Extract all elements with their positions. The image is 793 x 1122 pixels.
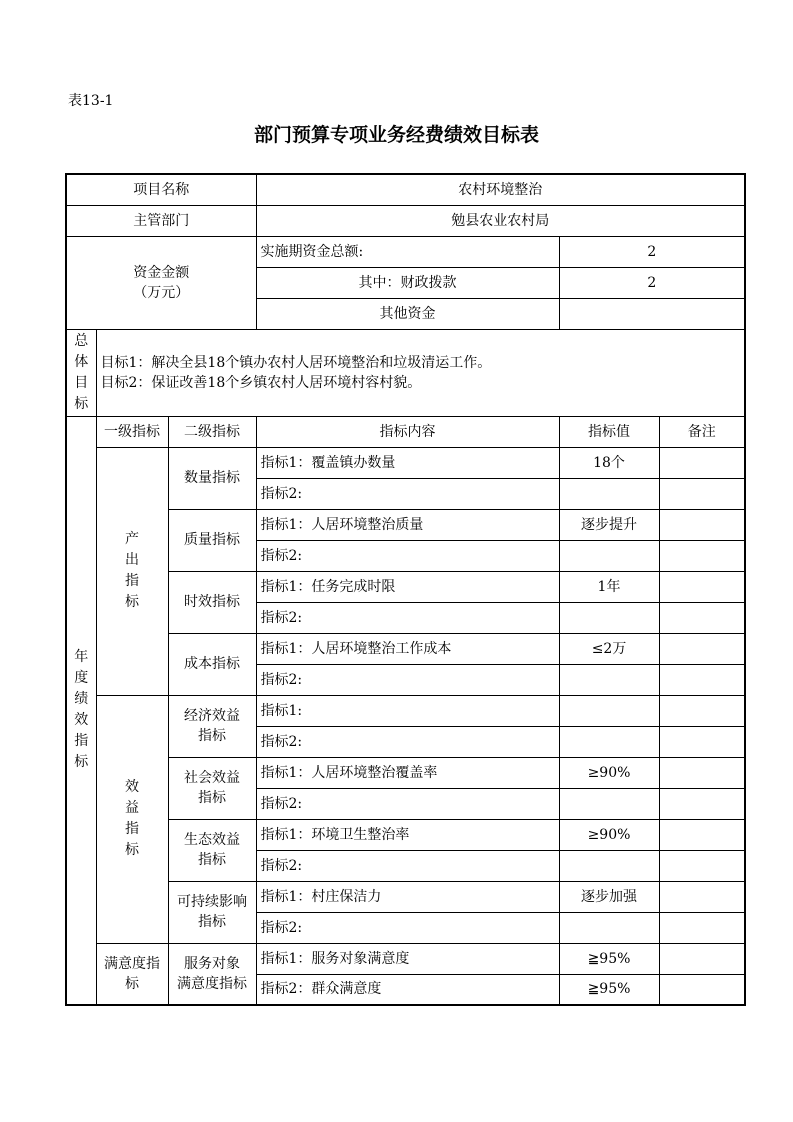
indicator-content: 指标1：环境卫生整治率 [256, 819, 559, 850]
indicator-content: 指标1: [256, 695, 559, 726]
indicator-note [659, 509, 745, 540]
indicator-value [559, 850, 659, 881]
funds-fiscal-label: 其中：财政拨款 [256, 267, 559, 298]
indicator-content: 指标1：人居环境整治工作成本 [256, 633, 559, 664]
indicator-content: 指标1：人居环境整治覆盖率 [256, 757, 559, 788]
funds-other-label: 其他资金 [256, 298, 559, 329]
indicator-note [659, 571, 745, 602]
table-row [66, 509, 745, 540]
table-row [66, 881, 745, 912]
table-row [66, 236, 745, 267]
indicator-value [559, 726, 659, 757]
benefit-indicators-label: 效益指标 [96, 695, 168, 943]
overall-goal-content [96, 329, 745, 416]
indicator-content: 指标2: [256, 540, 559, 571]
indicator-content: 指标2: [256, 664, 559, 695]
table-row [66, 819, 745, 850]
indicator-value [559, 602, 659, 633]
group-quantity: 数量指标 [168, 447, 256, 509]
satisfaction-indicators-label: 满意度指 标 [96, 943, 168, 1005]
indicator-note [659, 447, 745, 478]
funds-other-value [559, 298, 745, 329]
goal-1: 目标1：解决全县18个镇办农村人居环境整治和垃圾清运工作。 [100, 354, 492, 371]
annual-indicators-label: 年度绩效指标 [66, 416, 96, 1005]
table-row [66, 205, 745, 236]
indicator-note [659, 757, 745, 788]
indicator-content: 指标1：人居环境整治质量 [256, 509, 559, 540]
indicator-note [659, 726, 745, 757]
table-number: 表13-1 [68, 93, 114, 109]
indicator-content: 指标1：村庄保洁力 [256, 881, 559, 912]
group-ecological: 生态效益 指标 [168, 819, 256, 881]
group-service-satisfaction: 服务对象 满意度指标 [168, 943, 256, 1005]
indicator-value: ≧95% [559, 943, 659, 974]
indicator-value: ≧95% [559, 974, 659, 1005]
funds-total-label: 实施期资金总额: [256, 236, 559, 267]
table-row [66, 174, 745, 205]
indicator-content: 指标2: [256, 602, 559, 633]
indicator-note [659, 912, 745, 943]
indicator-value: ≥90% [559, 819, 659, 850]
indicator-note [659, 664, 745, 695]
goal-2: 目标2：保证改善18个乡镇农村人居环境村容村貌。 [100, 374, 422, 391]
col-level2: 二级指标 [168, 416, 256, 447]
indicator-value [559, 912, 659, 943]
table-row [66, 943, 745, 974]
group-social: 社会效益 指标 [168, 757, 256, 819]
indicator-value: 1年 [559, 571, 659, 602]
group-sustainable: 可持续影响 指标 [168, 881, 256, 943]
indicator-content: 指标1：任务完成时限 [256, 571, 559, 602]
page-title: 部门预算专项业务经费绩效目标表 [253, 124, 539, 146]
indicator-value: ≤2万 [559, 633, 659, 664]
table-row [66, 757, 745, 788]
indicator-note [659, 943, 745, 974]
indicator-note [659, 478, 745, 509]
indicator-value [559, 540, 659, 571]
indicator-value [559, 788, 659, 819]
indicator-value: 18个 [559, 447, 659, 478]
col-level1: 一级指标 [96, 416, 168, 447]
indicator-note [659, 602, 745, 633]
indicator-content: 指标2: [256, 850, 559, 881]
indicator-content: 指标2: [256, 788, 559, 819]
indicator-value [559, 478, 659, 509]
indicator-value [559, 664, 659, 695]
funds-total-value: 2 [559, 236, 745, 267]
indicator-note [659, 881, 745, 912]
group-timeliness: 时效指标 [168, 571, 256, 633]
table-row [66, 329, 745, 416]
indicator-value [559, 695, 659, 726]
indicator-note [659, 850, 745, 881]
col-content: 指标内容 [256, 416, 559, 447]
indicator-content: 指标1：覆盖镇办数量 [256, 447, 559, 478]
table-row [66, 571, 745, 602]
indicator-content: 指标2: [256, 478, 559, 509]
indicator-content: 指标2: [256, 912, 559, 943]
dept-label: 主管部门 [66, 205, 256, 236]
dept-value: 勉县农业农村局 [256, 205, 745, 236]
output-indicators-label: 产出指标 [96, 447, 168, 695]
indicator-note [659, 540, 745, 571]
group-cost: 成本指标 [168, 633, 256, 695]
indicator-note [659, 974, 745, 1005]
indicator-value: 逐步加强 [559, 881, 659, 912]
table-row [66, 633, 745, 664]
funds-label-line2: （万元） [133, 284, 190, 301]
group-economic: 经济效益 指标 [168, 695, 256, 757]
indicator-note [659, 819, 745, 850]
table-header-row [66, 416, 745, 447]
indicator-content: 指标1：服务对象满意度 [256, 943, 559, 974]
project-name-value: 农村环境整治 [256, 174, 745, 205]
indicator-content: 指标2：群众满意度 [256, 974, 559, 1005]
funds-label [66, 236, 256, 329]
indicator-note [659, 695, 745, 726]
table-row [66, 447, 745, 478]
project-name-label: 项目名称 [66, 174, 256, 205]
group-quality: 质量指标 [168, 509, 256, 571]
funds-label-line1: 资金金额 [133, 264, 190, 281]
performance-target-table [65, 173, 746, 1006]
indicator-value: 逐步提升 [559, 509, 659, 540]
indicator-value: ≥90% [559, 757, 659, 788]
indicator-note [659, 788, 745, 819]
indicator-note [659, 633, 745, 664]
table-row [66, 695, 745, 726]
overall-goal-label: 总体目标 [66, 329, 96, 416]
col-value: 指标值 [559, 416, 659, 447]
indicator-content: 指标2: [256, 726, 559, 757]
col-note: 备注 [659, 416, 745, 447]
funds-fiscal-value: 2 [559, 267, 745, 298]
